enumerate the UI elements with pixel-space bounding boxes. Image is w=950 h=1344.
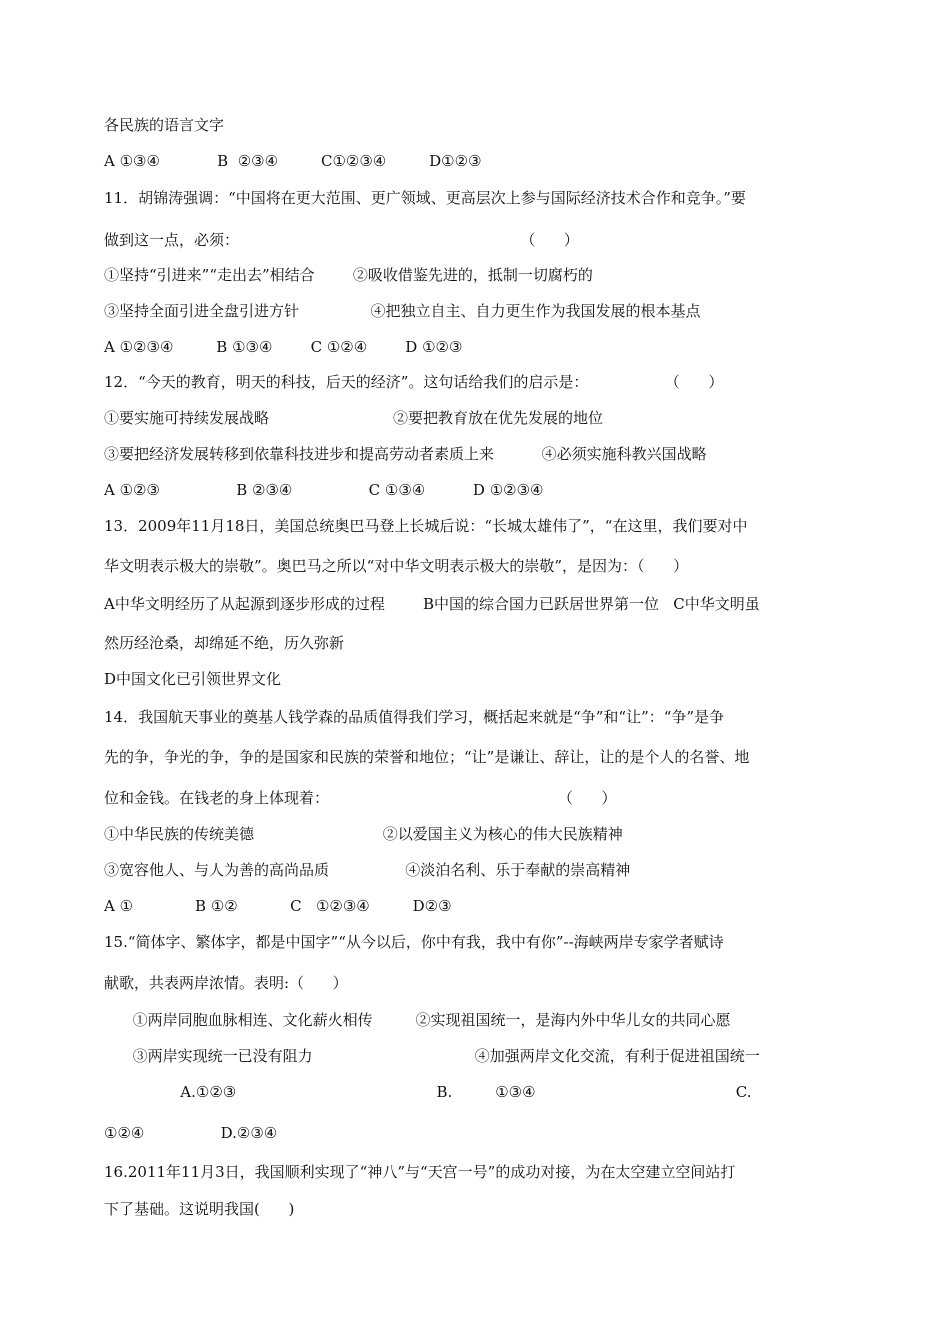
text-line: ③宽容他人、与人为善的高尚品质 ④淡泊名利、乐于奉献的崇高精神 bbox=[104, 861, 631, 879]
options-line: A ① B ①② C ①②③④ D②③ bbox=[104, 897, 452, 915]
text-line: 先的争，争光的争，争的是国家和民族的荣誉和地位；“让”是谦让、辞让，让的是个人的名誉、地 bbox=[104, 748, 750, 766]
question-13: 13．2009年11月18日，美国总统奥巴马登上长城后说：“长城太雄伟了”，“在这里，我们要对中 bbox=[104, 517, 748, 535]
question-14: 14．我国航天事业的奠基人钱学森的品质值得我们学习，概括起来就是“争”和“让”：“争”是争 bbox=[104, 708, 725, 726]
text-line: ①要实施可持续发展战略 ②要把教育放在优先发展的地位 bbox=[104, 409, 603, 427]
text-line: ③坚持全面引进全盘引进方针 ④把独立自主、自力更生作为我国发展的根本基点 bbox=[104, 302, 701, 320]
text-line: 位和金钱。在钱老的身上体现着： （ ） bbox=[104, 789, 617, 807]
question-12: 12．“今天的教育，明天的科技，后天的经济”。这句话给我们的启示是： （ ） bbox=[104, 373, 724, 391]
options-line: ①②④ D.②③④ bbox=[104, 1124, 278, 1142]
options-line: A ①③④ B ②③④ C①②③④ D①②③ bbox=[104, 152, 482, 170]
text-line: D中国文化已引领世界文化 bbox=[104, 670, 282, 688]
text-line: 做到这一点，必须： （ ） bbox=[104, 231, 579, 249]
options-line: A ①②③④ B ①③④ C ①②④ D ①②③ bbox=[104, 338, 463, 356]
text-line: ③要把经济发展转移到依靠科技进步和提高劳动者素质上来 ④必须实施科教兴国战略 bbox=[104, 445, 707, 463]
question-16: 16.2011年11月3日，我国顺利实现了“神八”与“天宫一号”的成功对接，为在太空建立空间站打 bbox=[104, 1163, 736, 1181]
text-line: 献歌，共表两岸浓情。表明:（ ） bbox=[104, 974, 348, 992]
text-line: 各民族的语言文字 bbox=[104, 116, 225, 134]
text-line: A中华文明经历了从起源到逐步形成的过程 B中国的综合国力已跃居世界第一位 C中华文明虽 bbox=[104, 595, 760, 613]
options-line: A ①②③ B ②③④ C ①③④ D ①②③④ bbox=[104, 481, 544, 499]
question-11: 11．胡锦涛强调：“中国将在更大范围、更广领域、更高层次上参与国际经济技术合作和竞争。”要 bbox=[104, 189, 746, 207]
text-line: 下了基础。这说明我国( ) bbox=[104, 1200, 295, 1218]
text-line: 然历经沧桑，却绵延不绝，历久弥新 bbox=[104, 634, 345, 652]
question-15: 15.“简体字、繁体字，都是中国字”“从今以后，你中有我，我中有你”--海峡两岸专家学者赋诗 bbox=[104, 933, 724, 951]
text-line: ①坚持“引进来”“走出去”相结合 ②吸收借鉴先进的，抵制一切腐朽的 bbox=[104, 266, 593, 284]
text-line: 华文明表示极大的崇敬”。奥巴马之所以“对中华文明表示极大的崇敬”，是因为：（ ） bbox=[104, 557, 689, 575]
text-line: ①两岸同胞血脉相连、文化薪火相传 ②实现祖国统一，是海内外中华儿女的共同心愿 bbox=[104, 1011, 731, 1029]
text-line: ③两岸实现统一已没有阻力 ④加强两岸文化交流，有利于促进祖国统一 bbox=[104, 1047, 760, 1065]
options-line: A.①②③ B. ①③④ C. bbox=[104, 1083, 752, 1101]
text-line: ①中华民族的传统美德 ②以爱国主义为核心的伟大民族精神 bbox=[104, 825, 623, 843]
